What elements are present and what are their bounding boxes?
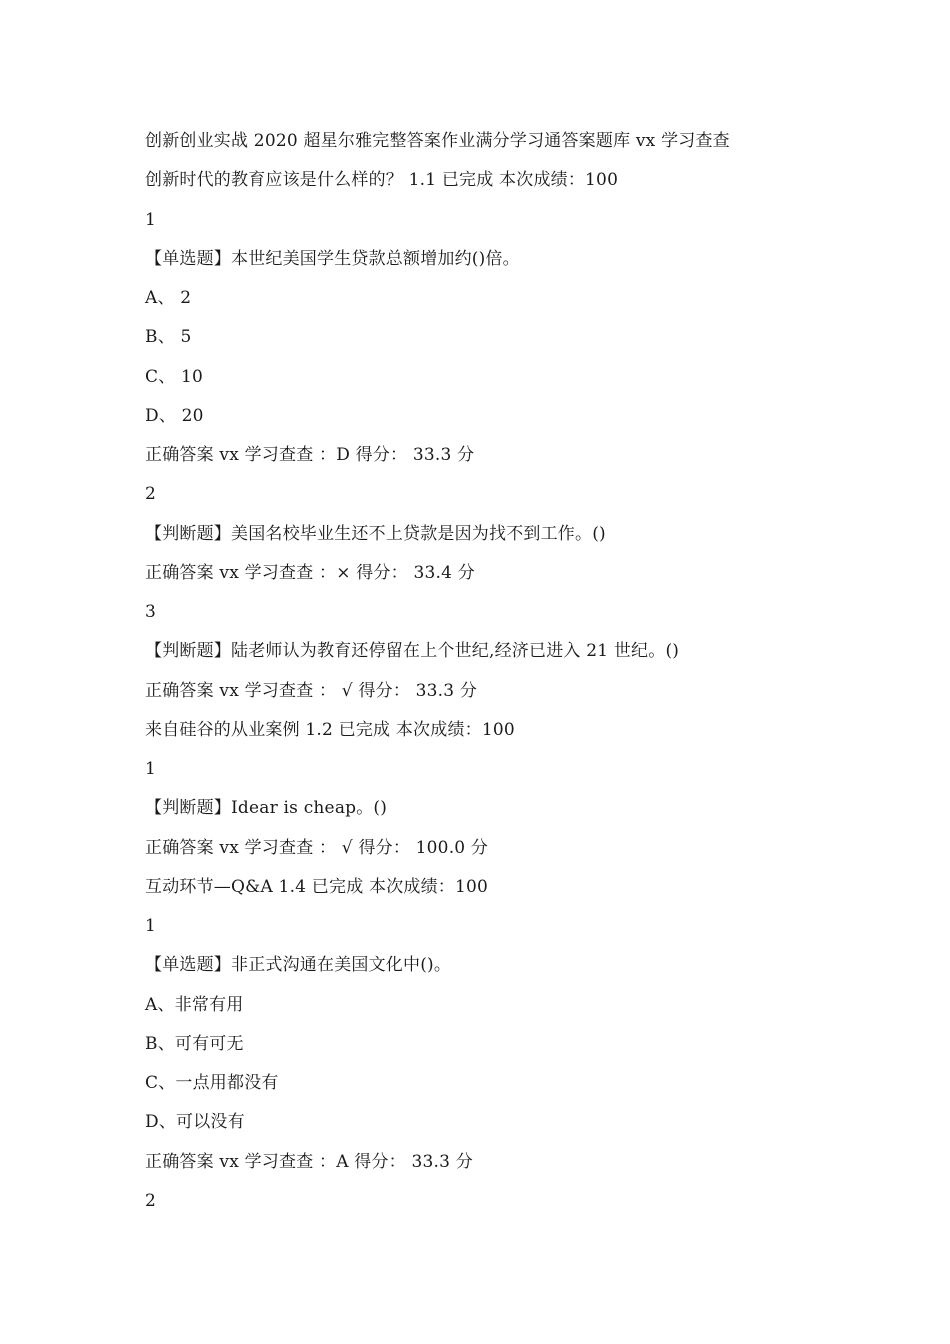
option-a: A、 2: [145, 288, 192, 308]
option-c: C、 10: [145, 367, 204, 387]
question-text: 【判断题】陆老师认为教育还停留在上个世纪,经济已进入 21 世纪。(): [145, 641, 680, 661]
option-c: C、一点用都没有: [145, 1073, 279, 1093]
question-text: 【判断题】Idear is cheap。(): [145, 798, 388, 818]
question-number: 1: [145, 759, 157, 779]
section-heading-1-4: 互动环节—Q&A 1.4 已完成 本次成绩：100: [145, 877, 489, 897]
question-number: 1: [145, 210, 157, 230]
question-number: 1: [145, 916, 157, 936]
answer-line: 正确答案 vx 学习查查 ：A 得分： 33.3 分: [145, 1152, 473, 1172]
question-number: 2: [145, 484, 157, 504]
option-b: B、可有可无: [145, 1034, 244, 1054]
option-d: D、 20: [145, 406, 204, 426]
document-title: 创新创业实战 2020 超星尔雅完整答案作业满分学习通答案题库 vx 学习查查: [145, 131, 730, 151]
answer-line: 正确答案 vx 学习查查 ： √ 得分： 33.3 分: [145, 681, 478, 701]
section-heading-1-2: 来自硅谷的从业案例 1.2 已完成 本次成绩：100: [145, 720, 515, 740]
question-text: 【单选题】本世纪美国学生贷款总额增加约()倍。: [145, 249, 520, 269]
question-text: 【判断题】美国名校毕业生还不上贷款是因为找不到工作。(): [145, 524, 606, 544]
option-d: D、可以没有: [145, 1112, 245, 1132]
answer-line: 正确答案 vx 学习查查 ：D 得分： 33.3 分: [145, 445, 475, 465]
section-heading-1-1: 创新时代的教育应该是什么样的？ 1.1 已完成 本次成绩：100: [145, 170, 619, 190]
question-number: 3: [145, 602, 157, 622]
question-text: 【单选题】非正式沟通在美国文化中()。: [145, 955, 452, 975]
answer-line: 正确答案 vx 学习查查 ： √ 得分： 100.0 分: [145, 838, 489, 858]
question-number: 2: [145, 1191, 157, 1211]
option-a: A、非常有用: [145, 995, 244, 1015]
option-b: B、 5: [145, 327, 192, 347]
answer-line: 正确答案 vx 学习查查 ：× 得分： 33.4 分: [145, 563, 475, 583]
